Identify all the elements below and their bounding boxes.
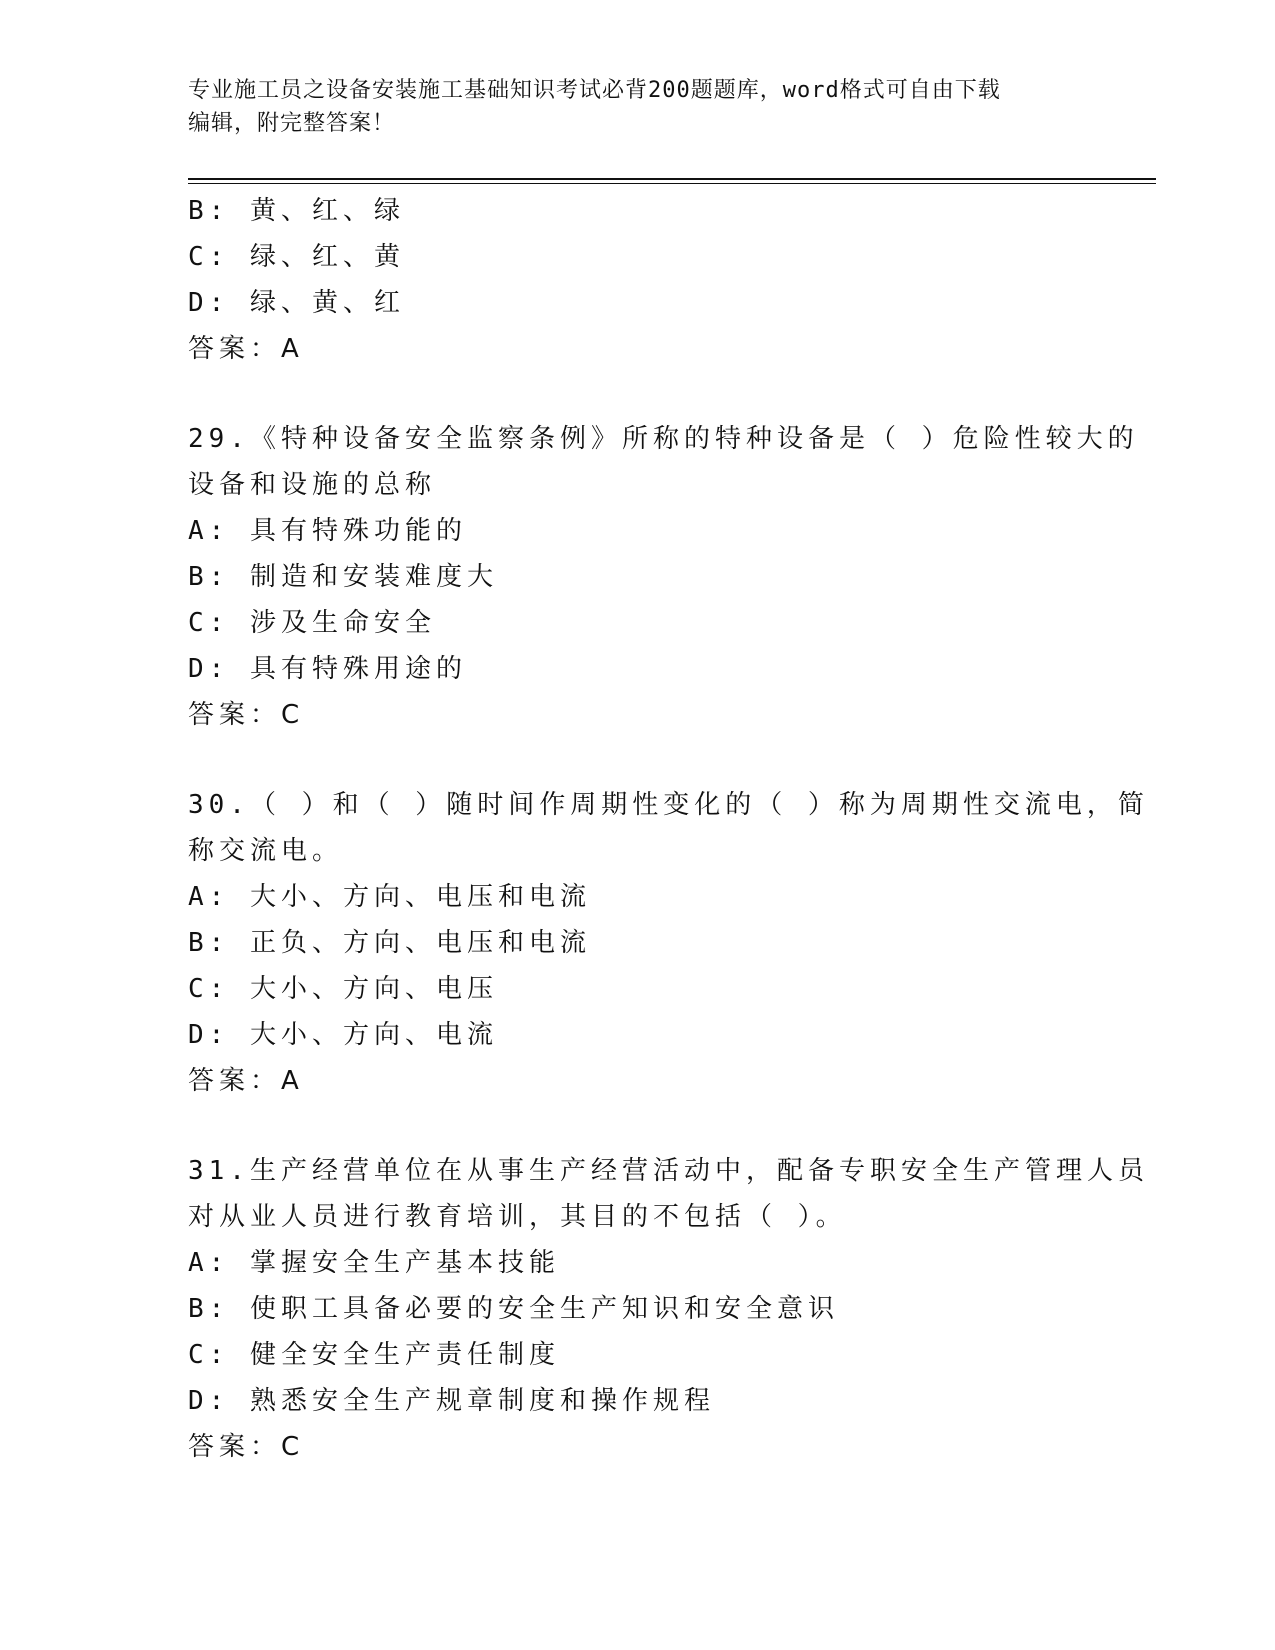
page-header: [188, 74, 1088, 140]
question-28-tail: [188, 188, 1088, 372]
option-b: B: 正负、方向、电压和电流: [188, 928, 591, 958]
option-a: A: 大小、方向、电压和电流: [188, 882, 591, 912]
question-29: [188, 416, 1139, 738]
option-d: D: 熟悉安全生产规章制度和操作规程: [188, 1386, 715, 1416]
answer: 答案：C: [188, 700, 305, 730]
option-c: C: 健全安全生产责任制度: [188, 1340, 560, 1370]
header-rule-thick: [188, 178, 1156, 180]
answer: 答案：C: [188, 1432, 305, 1462]
question-30: [188, 782, 1149, 1104]
question-list: [188, 188, 1149, 1470]
answer: 答案：A: [188, 334, 304, 364]
option-d: D: 绿、黄、红: [188, 288, 405, 318]
question-text-line-2: 设备和设施的总称: [188, 470, 437, 500]
option-a: A: 掌握安全生产基本技能: [188, 1248, 560, 1278]
question-text-line-1: 29.《特种设备安全监察条例》所称的特种设备是（ ）危险性较大的: [188, 424, 1139, 454]
question-31: [188, 1148, 1149, 1470]
header-line-1: 专业施工员之设备安装施工基础知识考试必背200题题库，word格式可自由下载: [188, 78, 1001, 103]
option-c: C: 涉及生命安全: [188, 608, 436, 638]
question-text-line-1: 31.生产经营单位在从事生产经营活动中，配备专职安全生产管理人员: [188, 1156, 1149, 1186]
header-line-2: 编辑，附完整答案！: [188, 111, 396, 136]
question-text-line-2: 对从业人员进行教育培训，其目的不包括（ ）。: [188, 1202, 847, 1232]
header-rule-thin: [188, 183, 1156, 184]
option-c: C: 大小、方向、电压: [188, 974, 498, 1004]
option-c: C: 绿、红、黄: [188, 242, 405, 272]
question-text-line-1: 30.（ ）和（ ）随时间作周期性变化的（ ）称为周期性交流电，简: [188, 790, 1149, 820]
answer: 答案：A: [188, 1066, 304, 1096]
option-d: D: 大小、方向、电流: [188, 1020, 498, 1050]
option-d: D: 具有特殊用途的: [188, 654, 467, 684]
option-b: B: 制造和安装难度大: [188, 562, 498, 592]
option-a: A: 具有特殊功能的: [188, 516, 467, 546]
question-text-line-2: 称交流电。: [188, 836, 344, 866]
option-b: B: 使职工具备必要的安全生产知识和安全意识: [188, 1294, 839, 1324]
option-b: B: 黄、红、绿: [188, 196, 405, 226]
